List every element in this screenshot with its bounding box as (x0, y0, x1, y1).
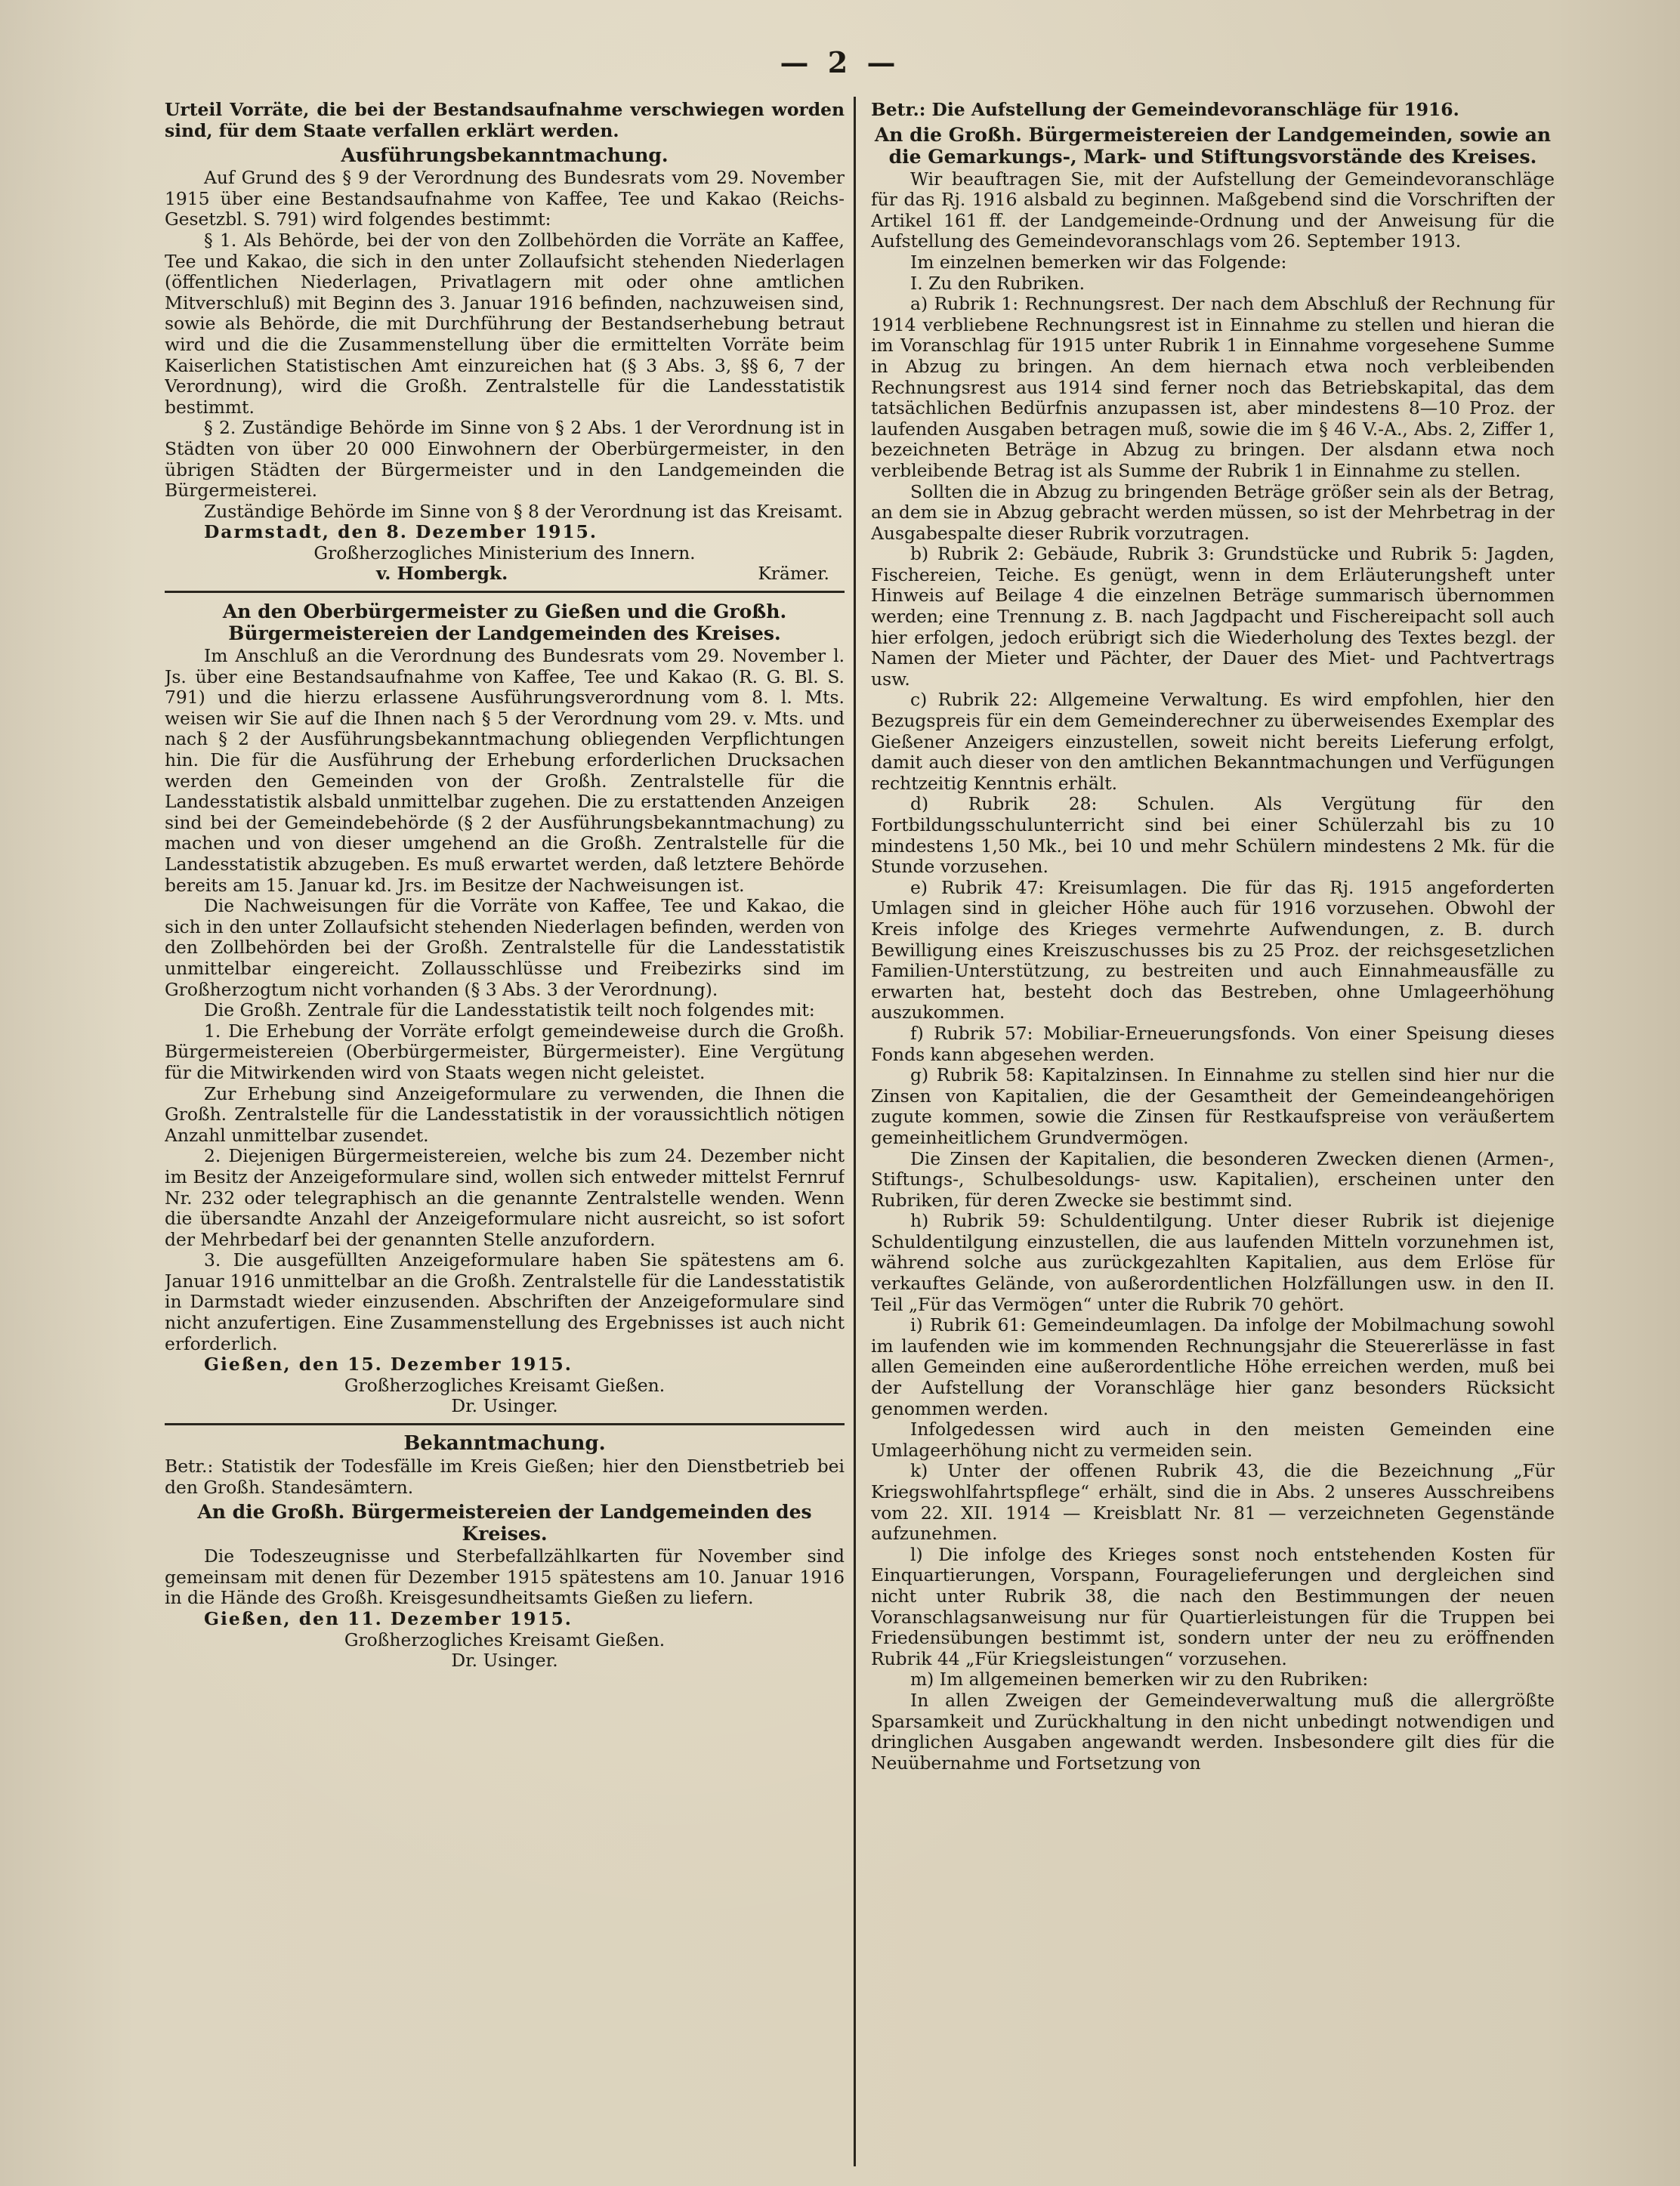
section-title: Bekanntmachung. (403, 1432, 606, 1456)
right-column (871, 100, 1555, 2154)
paragraph: Zuständige Behörde im Sinne von § 8 der Verordnung ist das Kreisamt. (204, 500, 843, 522)
paragraph: Die Großh. Zentrale für die Landesstatistik teilt noch folgendes mit: (204, 999, 815, 1021)
page-number: — 2 — (780, 45, 900, 79)
paragraph: h) Rubrik 59: Schuldentilgung. Unter dieser Rubrik ist diejenige Schuldentilgung einzustellen, die aus laufenden Mitteln vorzunehmen ist, während solche aus zurückgezahlten Kapitalien, aus dem Erlöse für verkauftes Gelände, von außerordentlichen Holzfällungen usw. in den II. Teil „Für das Vermögen“ unter die Rubrik 70 gehört. (871, 1210, 1555, 1315)
addressee: An die Großh. Bürgermeistereien der Landgemeinden, sowie an die Gemarkungs-, Mark- und Stiftungsvorstände des Kreises. (874, 123, 1552, 168)
paragraph: c) Rubrik 22: Allgemeine Verwaltung. Es wird empfohlen, hier den Bezugspreis für ein dem Gemeinderechner zu überweisendes Exemplar des Gießener Anzeigers einzustellen, soweit nicht bereits Lieferung erfolgt, damit auch dieser von den amtlichen Bekanntmachungen und Verfügungen rechtzeitig Kenntnis erhält. (871, 689, 1555, 794)
paragraph: i) Rubrik 61: Gemeindeumlagen. Da infolge der Mobilmachung sowohl im laufenden wie im kommenden Rechnungsjahr die Steuererlässe in fast allen Gemeinden eine außerordentliche Höhe erreichen werden, muß bei der Aufstellung der Voranschläge hier ganz besonders Rücksicht genommen werden. (871, 1314, 1555, 1419)
paragraph: d) Rubrik 28: Schulen. Als Vergütung für den Fortbildungsschulunterricht sind bei einer Schülerzahl bis zu 10 mindestens 1,50 Mk., bei 10 und mehr Schülern mindestens 2 Mk. für die Stunde vorzusehen. (871, 793, 1555, 878)
signature-authority: Großherzogliches Kreisamt Gießen. (344, 1629, 666, 1650)
paragraph: § 1. Als Behörde, bei der von den Zollbehörden die Vorräte an Kaffee, Tee und Kakao, die sich in den unter Zollaufsicht stehenden Niederlagen (öffentlichen Niederlagen, Privatlagern mit oder ohne amtlichen Mitverschluß) mit Beginn des 3. Januar 1916 befinden, nachzuweisen sind, sowie als Behörde, die mit Durchführung der Bestandserhebung betraut wird und die die Zusammenstellung über die ermittelten Vorräte beim Kaiserlichen Statistischen Amt einzureichen hat (§ 3 Abs. 3, §§ 6, 7 der Verordnung), wird die Großh. Zentralstelle für die Landesstatistik bestimmt. (165, 229, 845, 418)
paragraph: 3. Die ausgefüllten Anzeigeformulare haben Sie spätestens am 6. Januar 1916 unmittelbar an die Großh. Zentralstelle für die Landesstatistik in Darmstadt wieder einzusenden. Abschriften der Anzeigeformulare sind nicht anzufertigen. Eine Zusammenstellung des Ergebnisses ist auch nicht erforderlich. (165, 1249, 845, 1354)
paragraph: Die Zinsen der Kapitalien, die besonderen Zwecken dienen (Armen-, Stiftungs-, Schulbesoldungs- usw. Kapitalien), erscheinen unter den Rubriken, für deren Zwecke sie bestimmt sind. (871, 1147, 1555, 1211)
place-date: Gießen, den 11. Dezember 1915. (204, 1608, 573, 1629)
subject-line: Betr.: Die Aufstellung der Gemeindevoranschläge für 1916. (871, 100, 1459, 120)
paragraph: l) Die infolge des Krieges sonst noch entstehenden Kosten für Einquartierungen, Vorspann, Fouragelieferungen und dergleichen sind nicht unter Rubrik 38, die nach den Bestimmungen der neuen Voranschlagsanweisung nur für Quartierleistungen für die Truppen bei Friedensübungen bestimmt ist, sondern unter der neu zu eröffnenden Rubrik 44 „Für Kriegsleistungen“ vorzusehen. (871, 1543, 1555, 1669)
signature-authority: Großherzogliches Kreisamt Gießen. (344, 1374, 666, 1396)
paragraph: g) Rubrik 58: Kapitalzinsen. In Einnahme zu stellen sind hier nur die Zinsen von Kapitalien, die der Gesamtheit der Gemeindeangehörigen zugute kommen, sowie die Zinsen für Restkaufspreise von veräußertem gemeinheitlichem Grundvermögen. (871, 1064, 1555, 1148)
section-divider (165, 1423, 845, 1425)
paragraph: Infolgedessen wird auch in den meisten Gemeinden eine Umlageerhöhung nicht zu vermeiden sein. (871, 1419, 1555, 1461)
paragraph: m) Im allgemeinen bemerken wir zu den Rubriken: (910, 1669, 1369, 1690)
paragraph: e) Rubrik 47: Kreisumlagen. Die für das Rj. 1915 angeforderten Umlagen sind in gleicher Höhe auch für 1916 vorzusehen. Obwohl der Kreis infolge des Krieges vermehrte Aufwendungen, z. B. durch Bewilligung eines Kreiszuschusses bis zu 25 Proz. der reichsgesetzlichen Familien-Unterstützung, zu bestreiten und auch Einnahmeausfälle zu erwarten hat, besteht doch das Bestreben, ohne Umlageerhöhung auszukommen. (871, 876, 1555, 1024)
addressee: An die Großh. Bürgermeistereien der Landgemeinden des Kreises. (197, 1501, 812, 1545)
signature-name: Dr. Usinger. (451, 1650, 558, 1672)
signature-name: v. Hombergk. (376, 563, 508, 585)
section-title: An den Oberbürgermeister zu Gießen und die Großh. Bürgermeistereien der Landgemeinden des Kreises. (222, 601, 787, 645)
intro-fragment: Urteil Vorräte, die bei der Bestandsaufnahme verschwiegen worden sind, für dem Staate verfallen erklärt werden. (165, 100, 845, 141)
section-title: Ausführungsbekanntmachung. (341, 144, 669, 167)
paragraph: Zur Erhebung sind Anzeigeformulare zu verwenden, die Ihnen die Großh. Zentralstelle für die Landesstatistik in der voraussichtlich nötigen Anzahl unmittelbar zusendet. (165, 1082, 845, 1146)
signature-name: Dr. Usinger. (451, 1395, 558, 1417)
section-divider (165, 591, 845, 593)
paragraph: Die Nachweisungen für die Vorräte von Kaffee, Tee und Kakao, die sich in den unter Zollaufsicht stehenden Niederlagen befinden, werden von den Zollbehörden bei der Großh. Zentralstelle für die Landesstatistik unmittelbar eingereicht. Zollausschlüsse und Freibezirks sind im Großherzogtum nicht vorhanden (§ 3 Abs. 3 der Verordnung). (165, 895, 845, 1000)
paragraph: Wir beauftragen Sie, mit der Aufstellung der Gemeindevoranschläge für das Rj. 1916 alsbald zu beginnen. Maßgebend sind die Vorschriften der Artikel 161 ff. der Landgemeinde-Ordnung und der Anweisung für die Aufstellung des Gemeindevoranschlags vom 26. September 1913. (871, 168, 1555, 252)
paragraph: Im einzelnen bemerken wir das Folgende: (910, 251, 1287, 273)
paragraph: § 2. Zuständige Behörde im Sinne von § 2 Abs. 1 der Verordnung ist in Städten von über 20 000 Einwohnern der Oberbürgermeister, in den übrigen Städten der Bürgermeister und in den Landgemeinden die Bürgermeisterei. (165, 417, 845, 502)
paragraph: Auf Grund des § 9 der Verordnung des Bundesrats vom 29. November 1915 über eine Bestandsaufnahme von Kaffee, Tee und Kakao (Reichs-Gesetzbl. S. 791) wird folgendes bestimmt: (165, 167, 845, 230)
signature-name: Krämer. (758, 563, 829, 585)
paragraph: 1. Die Erhebung der Vorräte erfolgt gemeindeweise durch die Großh. Bürgermeistereien (Oberbürgermeister, Bürgermeister). Eine Vergütung für die Mitwirkenden wird von Staats wegen nicht geleistet. (165, 1020, 845, 1083)
column-rule (854, 97, 856, 2166)
paragraph: Die Todeszeugnisse und Sterbefallzählkarten für November sind gemeinsam mit denen für Dezember 1915 spätestens am 10. Januar 1916 in die Hände des Großh. Kreisgesundheitsamts Gießen zu liefern. (165, 1545, 845, 1609)
paragraph: In allen Zweigen der Gemeindeverwaltung muß die allergrößte Sparsamkeit und Zurückhaltung in den nicht unbedingt notwendigen und dringlichen Ausgaben angewandt werden. Insbesondere gilt dies für die Neuübernahme und Fortsetzung von (871, 1689, 1555, 1774)
paragraph: Im Anschluß an die Verordnung des Bundesrats vom 29. November l. Js. über eine Bestandsaufnahme von Kaffee, Tee und Kakao (R. G. Bl. S. 791) und die hierzu erlassene Ausführungsverordnung vom 8. l. Mts. weisen wir Sie auf die Ihnen nach § 5 der Verordnung vom 29. v. Mts. und nach § 2 der Ausführungsbekanntmachung obliegenden Verpflichtungen hin. Die für die Ausführung der Erhebung erforderlichen Drucksachen werden den Gemeinden von der Großh. Zentralstelle für die Landesstatistik alsbald unmittelbar zugehen. Die zu erstattenden Anzeigen sind bei der Gemeindebehörde (§ 2 der Ausführungsbekanntmachung) zu machen und von dieser umgehend an die Großh. Zentralstelle für die Landesstatistik abzugeben. Es muß erwartet werden, daß letztere Behörde bereits am 15. Januar kd. Jrs. im Besitze der Nachweisungen ist. (165, 645, 845, 896)
paragraph: a) Rubrik 1: Rechnungsrest. Der nach dem Abschluß der Rechnung für 1914 verbliebene Rechnungsrest ist in Einnahme zu stellen und hieran die im Voranschlag für 1915 unter Rubrik 1 in Einnahme vorgesehene Summe in Abzug zu bringen. An dem hiernach etwa noch verbleibenden Rechnungsrest aus 1914 sind ferner noch das Betriebskapital, das dem tatsächlichen Bedürfnis anzupassen ist, aber mindestens 8—10 Proz. der laufenden Ausgaben betragen muß, sowie die im § 46 V.-A., Abs. 2, Ziffer 1, bezeichneten Beträge in Abzug zu bringen. Der alsdann etwa noch verbleibende Betrag ist als Summe der Rubrik 1 in Einnahme zu stellen. (871, 293, 1555, 481)
signature-authority: Großherzogliches Ministerium des Innern. (313, 542, 696, 563)
paragraph: k) Unter der offenen Rubrik 43, die die Bezeichnung „Für Kriegswohlfahrtspflege“ erhält, sind die in Abs. 2 unseres Ausschreibens vom 22. XII. 1914 — Kreisblatt Nr. 81 — verzeichneten Gegenstände aufzunehmen. (871, 1460, 1555, 1545)
place-date: Gießen, den 15. Dezember 1915. (204, 1354, 573, 1376)
signature-names (165, 563, 845, 585)
paragraph: f) Rubrik 57: Mobiliar-Erneuerungsfonds. Von einer Speisung dieses Fonds kann abgesehen werden. (871, 1022, 1555, 1065)
paragraph: Sollten die in Abzug zu bringenden Beträge größer sein als der Betrag, an dem sie in Abzug gebracht werden müssen, so ist der Mehrbetrag in der Ausgabespalte dieser Rubrik vorzutragen. (871, 480, 1555, 544)
paragraph: 2. Diejenigen Bürgermeistereien, welche bis zum 24. Dezember nicht im Besitz der Anzeigeformulare sind, wollen sich entweder mittelst Fernruf Nr. 232 oder telegraphisch an die genannte Zentralstelle wenden. Wenn die übersandte Anzahl der Anzeigeformulare nicht ausreicht, so ist sofort der Mehrbedarf bei der genannten Stelle anzufordern. (165, 1145, 845, 1250)
place-date: Darmstadt, den 8. Dezember 1915. (204, 521, 598, 543)
paragraph: I. Zu den Rubriken. (910, 272, 1086, 294)
paragraph: b) Rubrik 2: Gebäude, Rubrik 3: Grundstücke und Rubrik 5: Jagden, Fischereien, Teiche. Es genügt, wenn in dem Erläuterungsheft unter Hinweis auf Beilage 4 die einzelnen Beträge summarisch übernommen werden; eine Trennung z. B. nach Jagdpacht und Fischereipacht soll auch hier erfolgen, jedoch erübrigt sich die Wiederholung des Textes bezgl. der Namen der Mieter und Pächter, der Dauer des Miet- und Pachtvertrags usw. (871, 543, 1555, 690)
left-column (165, 100, 845, 2154)
subject-line: Betr.: Statistik der Todesfälle im Kreis Gießen; hier den Dienstbetrieb bei den Großh. Standesämtern. (165, 1456, 845, 1498)
